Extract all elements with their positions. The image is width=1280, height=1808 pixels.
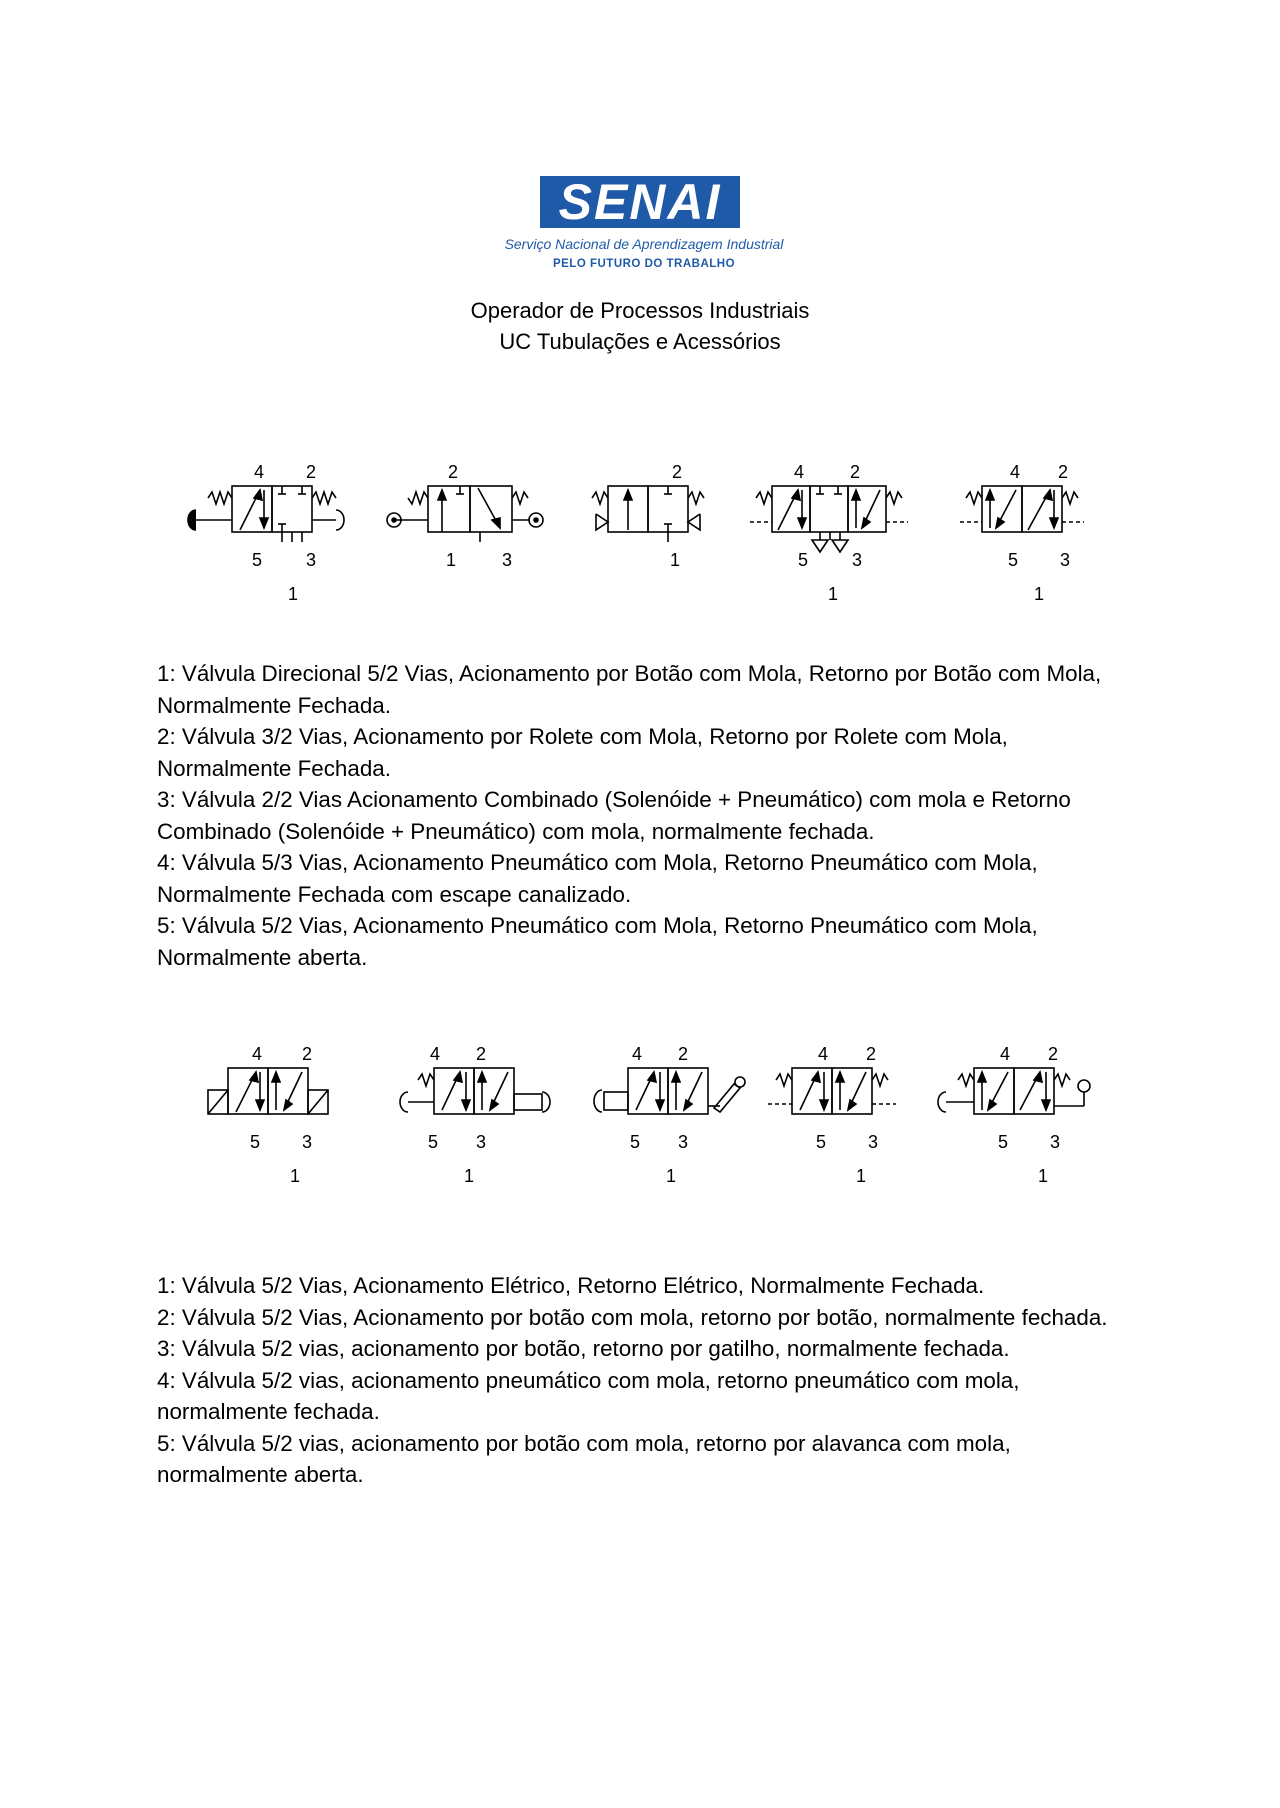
port-label: 4 [818, 1044, 829, 1064]
port-label: 5 [630, 1132, 641, 1152]
port-label: 1 [666, 1166, 677, 1186]
port-label: 4 [632, 1044, 643, 1064]
port-label: 4 [254, 462, 265, 482]
port-label: 2 [1058, 462, 1069, 482]
port-label: 1 [670, 550, 681, 570]
valve-symbol-g1-2 [384, 462, 544, 612]
senai-logo [484, 174, 804, 274]
port-label: 3 [868, 1132, 879, 1152]
page-title: Operador de Processos Industriais [470, 298, 810, 323]
logo-wordmark: SENAI [558, 174, 722, 230]
valve-symbol-g1-1 [186, 462, 346, 612]
valve-symbol-g1-5 [960, 462, 1090, 612]
valve-symbol-g2-4 [762, 1044, 902, 1194]
valve-symbol-g2-5 [934, 1044, 1094, 1194]
port-label: 4 [1000, 1044, 1011, 1064]
port-label: 4 [794, 462, 805, 482]
port-label: 5 [250, 1132, 261, 1152]
description-item: 2: Válvula 5/2 Vias, Acionamento por botão com mola, retorno por botão, normalmente fechada. [157, 1304, 1108, 1330]
valve-symbol-g1-3 [578, 462, 708, 612]
port-label: 1 [1038, 1166, 1049, 1186]
page-subtitle: UC Tubulações e Acessórios [499, 329, 781, 354]
port-label: 5 [252, 550, 263, 570]
port-label: 1 [464, 1166, 475, 1186]
port-label: 2 [306, 462, 317, 482]
port-label: 2 [850, 462, 861, 482]
description-item: 5: Válvula 5/2 Vias, Acionamento Pneumático com Mola, Retorno Pneumático com Mola, Normalmente aberta. [157, 913, 1038, 970]
port-label: 5 [798, 550, 809, 570]
description-item: 1: Válvula Direcional 5/2 Vias, Acionamento por Botão com Mola, Retorno por Botão com Mola, Normalmente Fechada. [157, 661, 1102, 718]
description-list-2 [157, 1270, 1137, 1491]
port-label: 2 [672, 462, 683, 482]
description-item: 5: Válvula 5/2 vias, acionamento por botão com mola, retorno por alavanca com mola, normalmente aberta. [157, 1430, 1011, 1487]
port-label: 3 [306, 550, 317, 570]
description-item: 4: Válvula 5/3 Vias, Acionamento Pneumático com Mola, Retorno Pneumático com Mola, Normalmente Fechada com escape canalizado. [157, 850, 1038, 907]
port-label: 5 [1008, 550, 1019, 570]
port-label: 3 [302, 1132, 313, 1152]
port-label: 1 [446, 550, 457, 570]
port-label: 3 [678, 1132, 689, 1152]
port-label: 1 [1034, 584, 1045, 604]
logo-tagline: PELO FUTURO DO TRABALHO [552, 258, 736, 270]
valve-symbol-g2-2 [398, 1044, 558, 1194]
port-label: 5 [816, 1132, 827, 1152]
port-label: 5 [428, 1132, 439, 1152]
port-label: 4 [252, 1044, 263, 1064]
port-label: 2 [866, 1044, 877, 1064]
port-label: 3 [852, 550, 863, 570]
port-label: 3 [1060, 550, 1071, 570]
port-label: 2 [1048, 1044, 1059, 1064]
valve-symbol-g1-4 [750, 462, 910, 612]
description-item: 4: Válvula 5/2 vias, acionamento pneumático com mola, retorno pneumático com mola, normalmente fechada. [157, 1367, 1020, 1424]
port-label: 2 [448, 462, 459, 482]
port-label: 2 [302, 1044, 313, 1064]
port-label: 4 [430, 1044, 441, 1064]
logo-subtitle: Serviço Nacional de Aprendizagem Industrial [504, 236, 784, 252]
port-label: 3 [1050, 1132, 1061, 1152]
description-item: 3: Válvula 2/2 Vias Acionamento Combinado (Solenóide + Pneumático) com mola e Retorno Combinado (Solenóide + Pneumático) com mola, normalmente fechada. [157, 787, 1071, 844]
description-item: 2: Válvula 3/2 Vias, Acionamento por Rolete com Mola, Retorno por Rolete com Mola, Normalmente Fechada. [157, 724, 1008, 781]
port-label: 1 [828, 584, 839, 604]
description-list-1 [157, 658, 1137, 973]
port-label: 1 [288, 584, 299, 604]
valve-symbol-g2-3 [590, 1044, 750, 1194]
port-label: 1 [290, 1166, 301, 1186]
port-label: 4 [1010, 462, 1021, 482]
port-label: 2 [678, 1044, 689, 1064]
port-label: 3 [502, 550, 513, 570]
valve-symbol-g2-1 [198, 1044, 338, 1194]
description-item: 1: Válvula 5/2 Vias, Acionamento Elétrico, Retorno Elétrico, Normalmente Fechada. [157, 1273, 985, 1298]
description-item: 3: Válvula 5/2 vias, acionamento por botão, retorno por gatilho, normalmente fechada. [157, 1336, 1010, 1361]
port-label: 3 [476, 1132, 487, 1152]
port-label: 5 [998, 1132, 1009, 1152]
port-label: 1 [856, 1166, 867, 1186]
port-label: 2 [476, 1044, 487, 1064]
